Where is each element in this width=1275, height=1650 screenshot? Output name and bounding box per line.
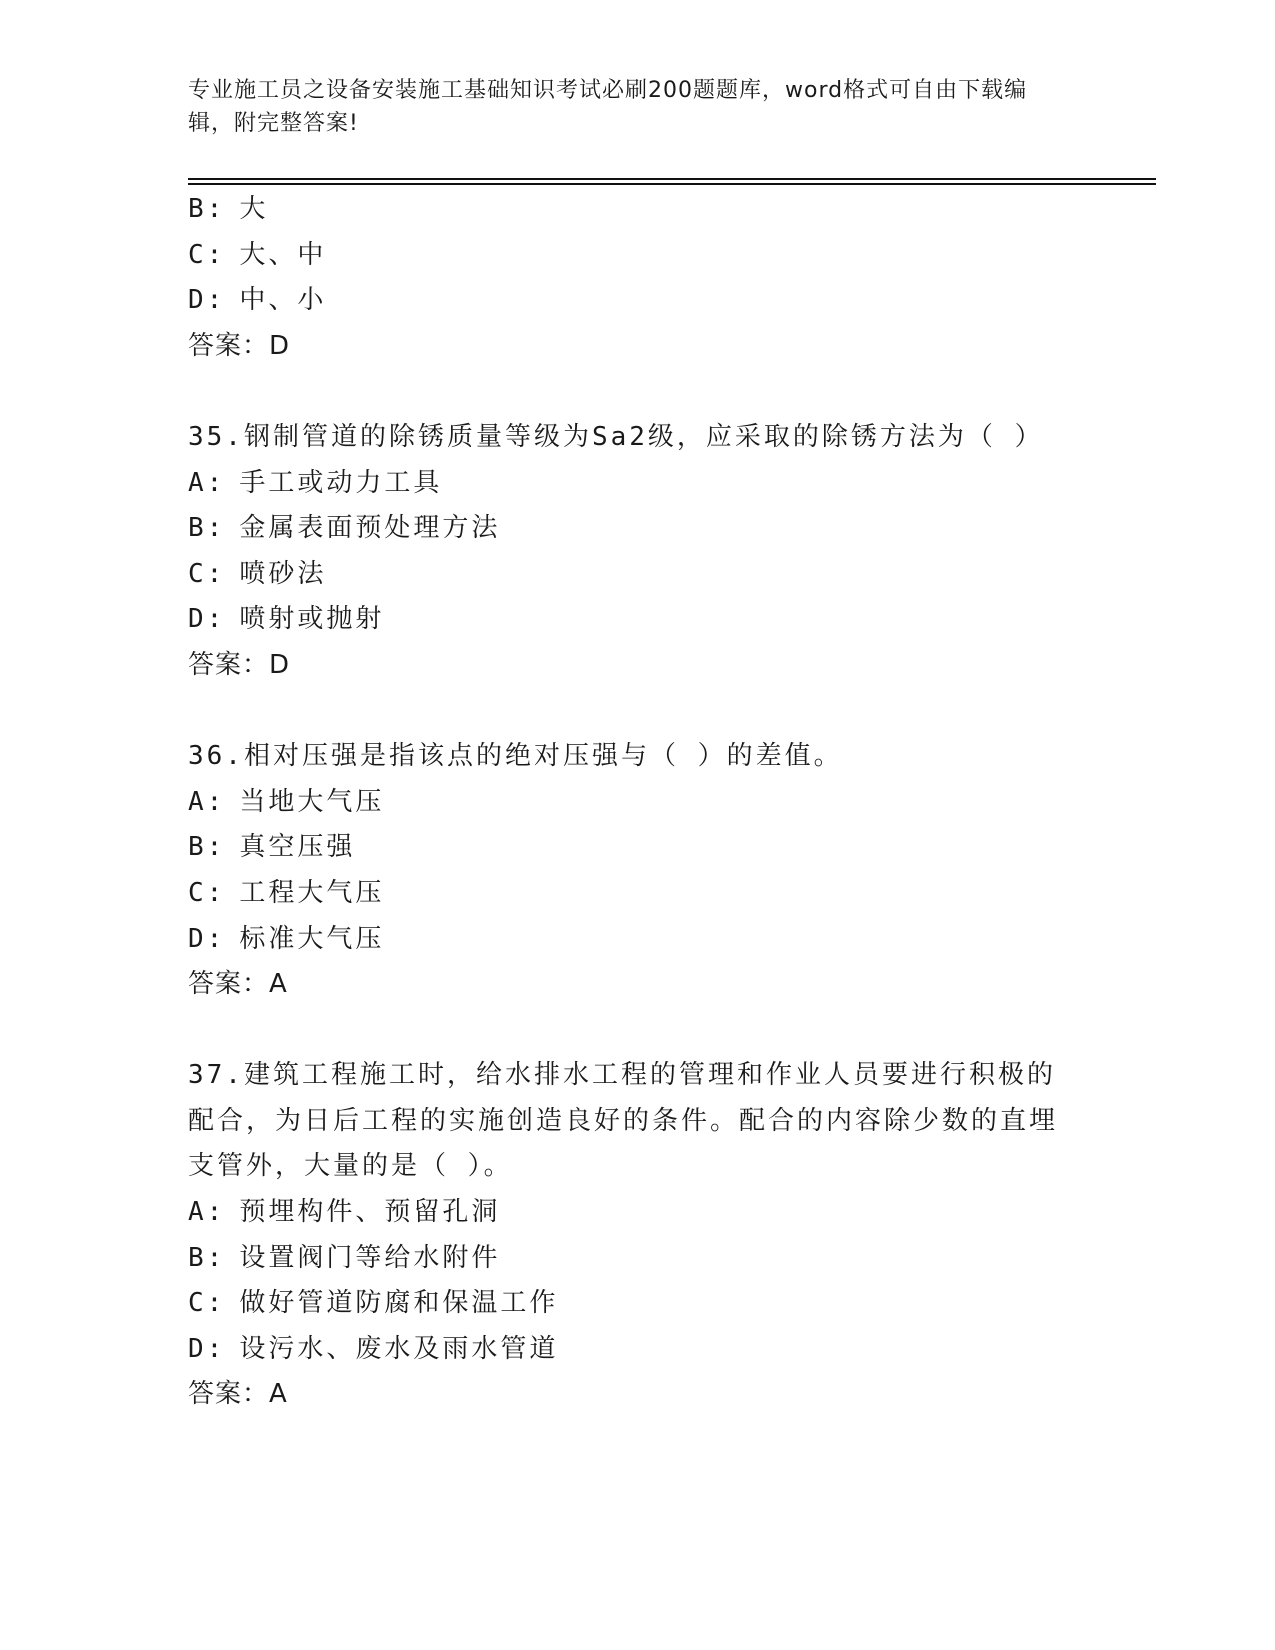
spacer xyxy=(188,369,1088,415)
option-text: 预埋构件、预留孔洞 xyxy=(239,1197,501,1228)
option-text: 金属表面预处理方法 xyxy=(239,513,501,544)
option-text: 中、小 xyxy=(239,285,327,316)
question-stem: 36.相对压强是指该点的绝对压强与（ ）的差值。 xyxy=(188,741,843,772)
option-letter: A: xyxy=(188,786,226,817)
option-text: 当地大气压 xyxy=(239,786,385,817)
answer-line: 答案：A xyxy=(188,969,288,1000)
header-divider-top xyxy=(188,178,1156,180)
option-a xyxy=(188,1190,1088,1236)
option-c xyxy=(188,871,1088,917)
option-text: 喷射或抛射 xyxy=(239,604,385,635)
spacer xyxy=(188,1008,1088,1054)
option-letter: A: xyxy=(188,467,226,498)
answer-line: 答案：D xyxy=(188,330,291,361)
question-block-35 xyxy=(188,415,1088,689)
option-letter: C: xyxy=(188,239,226,270)
option-text: 大 xyxy=(239,194,269,224)
option-text: 手工或动力工具 xyxy=(239,467,443,498)
document-header: 专业施工员之设备安装施工基础知识考试必刷200题题库，word格式可自由下载编辑，附完整答案! xyxy=(188,78,1028,136)
question-stem: 35.钢制管道的除锈质量等级为Sa2级，应采取的除锈方法为（ ） xyxy=(188,421,1044,452)
option-letter: C: xyxy=(188,558,226,589)
option-text: 大、中 xyxy=(239,239,327,270)
option-letter: C: xyxy=(188,1288,226,1319)
option-c xyxy=(188,233,1088,279)
header-divider-bottom xyxy=(188,183,1156,185)
option-letter: D: xyxy=(188,923,226,954)
option-b xyxy=(188,825,1088,871)
option-d xyxy=(188,597,1088,643)
option-letter: B: xyxy=(188,194,226,224)
option-a xyxy=(188,461,1088,507)
option-text: 工程大气压 xyxy=(239,877,385,908)
option-letter: B: xyxy=(188,832,226,863)
option-d xyxy=(188,917,1088,963)
option-letter: D: xyxy=(188,285,226,316)
option-text: 喷砂法 xyxy=(239,558,327,589)
question-block-37 xyxy=(188,1053,1088,1418)
option-c xyxy=(188,552,1088,598)
option-letter: A: xyxy=(188,1197,226,1228)
question-block-36 xyxy=(188,734,1088,1008)
option-letter: C: xyxy=(188,877,226,908)
option-text: 设污水、废水及雨水管道 xyxy=(239,1333,559,1364)
option-letter: B: xyxy=(188,1242,226,1273)
option-letter: B: xyxy=(188,513,226,544)
answer-line: 答案：D xyxy=(188,649,291,680)
question-block-partial xyxy=(188,187,1088,369)
option-letter: D: xyxy=(188,604,226,635)
option-d xyxy=(188,278,1088,324)
question-list xyxy=(188,187,1088,1418)
option-text: 真空压强 xyxy=(239,832,356,863)
question-stem: 37.建筑工程施工时，给水排水工程的管理和作业人员要进行积极的配合，为日后工程的实施创造良好的条件。配合的内容除少数的直埋支管外，大量的是（ ）。 xyxy=(188,1060,1059,1182)
option-letter: D: xyxy=(188,1333,226,1364)
option-b xyxy=(188,506,1088,552)
option-b xyxy=(188,1236,1088,1282)
option-c xyxy=(188,1281,1088,1327)
option-text: 标准大气压 xyxy=(239,923,385,954)
option-b xyxy=(188,187,1088,233)
option-d xyxy=(188,1327,1088,1373)
option-a xyxy=(188,780,1088,826)
option-text: 做好管道防腐和保温工作 xyxy=(239,1288,559,1319)
answer-line: 答案：A xyxy=(188,1379,288,1410)
spacer xyxy=(188,689,1088,735)
option-text: 设置阀门等给水附件 xyxy=(239,1242,501,1273)
